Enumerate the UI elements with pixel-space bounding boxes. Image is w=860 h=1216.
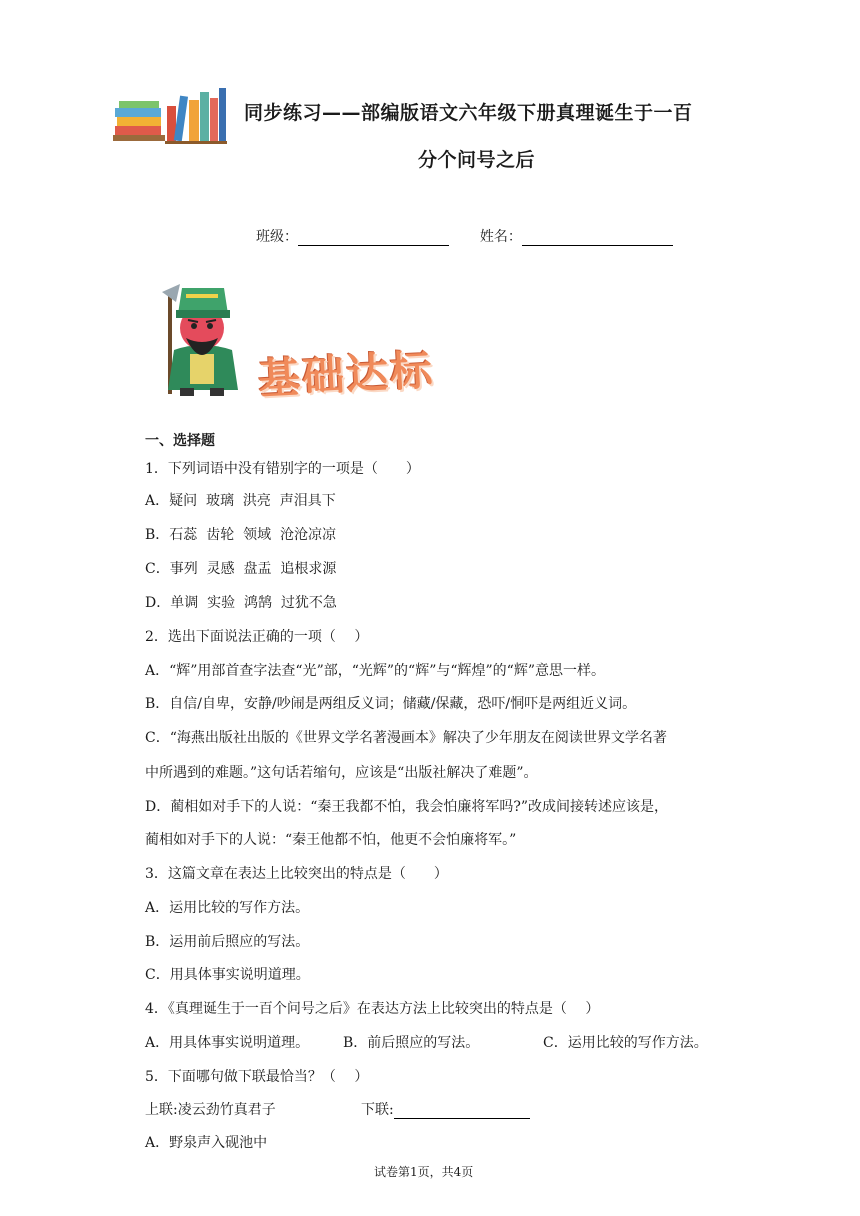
question-2-option-c-line2: 中所遇到的难题。”这句话若缩句，应该是“出版社解决了难题”。: [145, 765, 538, 781]
question-1-option-d[interactable]: D．单调 实验 鸿鹄 过犹不急: [145, 595, 337, 611]
books-logo-icon: [113, 86, 227, 144]
couplet-upper: 上联:凌云劲竹真君子: [145, 1102, 276, 1118]
question-2-option-b[interactable]: B．自信/自卑，安静/吵闹是两组反义词；储藏/保藏，恐吓/恫吓是两组近义词。: [145, 696, 637, 712]
question-4-stem: 4．《真理诞生于一百个问号之后》在表达方法上比较突出的特点是（ ）: [145, 1001, 600, 1017]
question-1-option-b[interactable]: B．石蕊 齿轮 领域 沧沧凉凉: [145, 527, 336, 543]
class-label: 班级：: [256, 229, 298, 245]
question-3-option-c[interactable]: C．用具体事实说明道理。: [145, 967, 310, 983]
page-footer: 试卷第1页，共4页: [374, 1165, 474, 1179]
question-4-option-b[interactable]: B．前后照应的写法。: [343, 1035, 480, 1051]
question-5-stem: 5．下面哪句做下联最恰当？（ ）: [145, 1069, 369, 1085]
student-info-row: [256, 226, 673, 246]
page-title-line2: 分个问号之后: [418, 149, 536, 171]
couplet-lower-field[interactable]: [394, 1104, 530, 1119]
question-5-option-a[interactable]: A．野泉声入砚池中: [145, 1135, 268, 1151]
question-2-option-d-line2: 蔺相如对手下的人说：“秦王他都不怕，他更不会怕廉将军。”: [145, 832, 517, 848]
question-3-option-b[interactable]: B．运用前后照应的写法。: [145, 934, 310, 950]
question-2-option-a[interactable]: A．“辉”用部首查字法查“光”部，“光辉”的“辉”与“辉煌”的“辉”意思一样。: [145, 663, 605, 679]
question-4-option-c[interactable]: C．运用比较的写作方法。: [543, 1035, 708, 1051]
name-label: 姓名：: [479, 229, 522, 245]
question-2-stem: 2．选出下面说法正确的一项（ ）: [145, 629, 369, 645]
page-title-line1: 同步练习——部编版语文六年级下册真理诞生于一百: [244, 102, 693, 124]
cartoon-general-illustration: [152, 280, 252, 400]
couplet-lower-row: [361, 1099, 530, 1119]
section-heading: 一、选择题: [145, 433, 215, 449]
question-2-option-d-line1[interactable]: D．蔺相如对手下的人说：“秦王我都不怕，我会怕廉将军吗?”改成间接转述应该是，: [145, 799, 669, 815]
question-1-option-a[interactable]: A．疑问 玻璃 洪亮 声泪具下: [145, 493, 336, 509]
question-4-option-a[interactable]: A．用具体事实说明道理。: [145, 1035, 310, 1051]
class-field[interactable]: [298, 231, 449, 246]
couplet-lower-label: 下联:: [361, 1102, 394, 1118]
question-2-option-c-line1[interactable]: C．“海燕出版社出版的《世界文学名著漫画本》解决了少年朋友在阅读世界文学名著: [145, 730, 667, 746]
banner-title: 基础达标: [256, 345, 436, 404]
question-3-option-a[interactable]: A．运用比较的写作方法。: [145, 900, 310, 916]
question-1-option-c[interactable]: C．事列 灵感 盘盂 追根求源: [145, 561, 337, 577]
question-3-stem: 3．这篇文章在表达上比较突出的特点是（ ）: [145, 866, 448, 882]
name-field[interactable]: [522, 231, 673, 246]
question-1-stem: 1．下列词语中没有错别字的一项是（ ）: [145, 461, 420, 477]
